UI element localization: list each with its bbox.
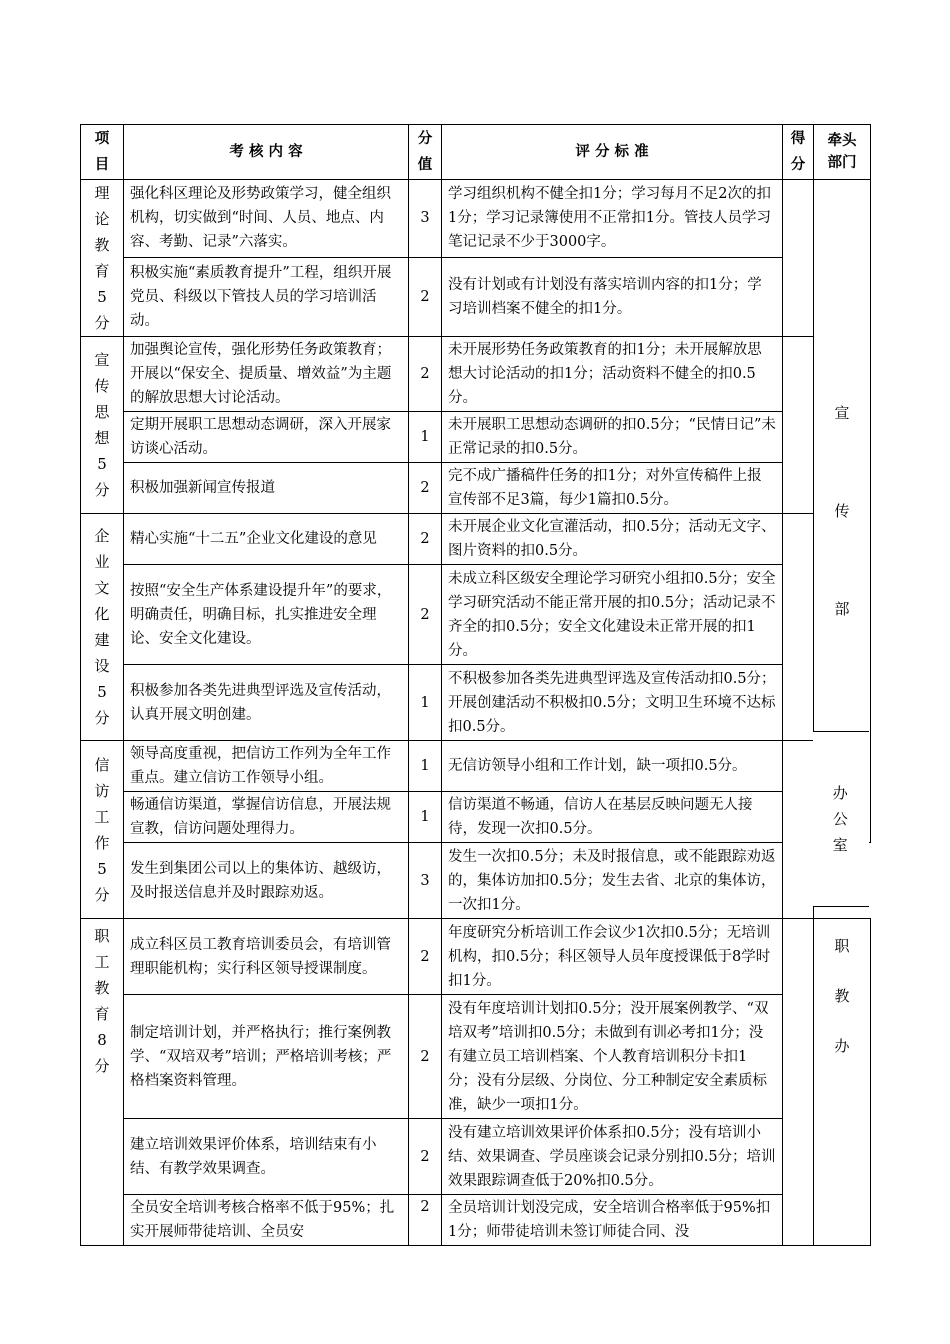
- content-cell: 强化科区理论及形势政策学习，健全组织机构，切实做到“时间、人员、地点、内容、考勤、记录”六落实。: [124, 180, 409, 258]
- criteria-cell: 未成立科区级安全理论学习研究小组扣0.5分；安全学习研究活动不能正常开展的扣0.5分；活动记录不齐全的扣0.5分；安全文化建设未正常开展的扣1分。: [442, 565, 783, 665]
- table-row: [81, 412, 871, 463]
- criteria-cell: 没有年度培训计划扣0.5分；没开展案例教学、“双培双考”培训扣0.5分；未做到有训必考扣1分；没有建立员工培训档案、个人教育培训积分卡扣1分；没有分层级、分岗位、分工种制定安全素质标准，缺少一项扣1分。: [442, 995, 783, 1119]
- assessment-table: [80, 124, 871, 1246]
- score-cell: 2: [409, 1119, 442, 1195]
- content-cell: 畅通信访渠道，掌握信访信息，开展法规宣教，信访问题处理得力。: [124, 792, 409, 843]
- score-cell: 2: [409, 565, 442, 665]
- score-cell: 1: [409, 412, 442, 463]
- criteria-cell: 没有建立培训效果评价体系扣0.5分；没有培训小结、效果调查、学员座谈会记录分别扣0.5分；培训效果跟踪调查低于20%扣0.5分。: [442, 1119, 783, 1195]
- criteria-cell: 没有计划或有计划没有落实培训内容的扣1分；学习培训档案不健全的扣1分。: [442, 257, 783, 336]
- content-cell: 精心实施“十二五”企业文化建设的意见: [124, 514, 409, 565]
- header-item: 项目: [81, 125, 124, 180]
- score-cell: 2: [409, 1195, 442, 1246]
- table-row: [81, 180, 871, 258]
- criteria-cell: 信访渠道不畅通，信访人在基层反映问题无人接待，发现一次扣0.5分。: [442, 792, 783, 843]
- criteria-cell: 学习组织机构不健全扣1分；学习每月不足2次的扣1分；学习记录簿使用不正常扣1分。管技人员学习笔记记录不少于3000字。: [442, 180, 783, 258]
- score-cell: 2: [409, 995, 442, 1119]
- category-cell: 职工教育8分: [81, 919, 124, 1246]
- criteria-cell: 发生一次扣0.5分；未及时报信息，或不能跟踪劝返的，集体访加扣0.5分；发生去省、北京的集体访，一次扣1分。: [442, 843, 783, 919]
- table-row: [81, 792, 871, 843]
- header-row: [81, 125, 871, 180]
- got-cell: [783, 919, 814, 1246]
- content-cell: 发生到集团公司以上的集体访、越级访，及时报送信息并及时跟踪劝返。: [124, 843, 409, 919]
- table-row: [81, 995, 871, 1119]
- content-cell: 积极参加各类先进典型评选及宣传活动，认真开展文明创建。: [124, 665, 409, 741]
- table-row: [81, 843, 871, 919]
- category-cell: 信访工作5分: [81, 741, 124, 919]
- content-cell: 定期开展职工思想动态调研，深入开展家访谈心活动。: [124, 412, 409, 463]
- content-cell: 制定培训计划，并严格执行；推行案例教学、“双培双考”培训；严格培训考核；严格档案资料管理。: [124, 995, 409, 1119]
- got-cell: [783, 180, 814, 337]
- dept-bangongshi-box: [813, 731, 869, 907]
- criteria-cell: 无信访领导小组和工作计划，缺一项扣0.5分。: [442, 741, 783, 792]
- criteria-cell: 全员培训计划没完成，安全培训合格率低于95%扣1分；师带徒培训未签订师徒合同、没: [442, 1195, 783, 1246]
- header-got: 得分: [783, 125, 814, 180]
- content-cell: 成立科区员工教育培训委员会，有培训管理职能机构；实行科区领导授课制度。: [124, 919, 409, 995]
- category-cell: 企业文化建设5分: [81, 514, 124, 741]
- criteria-cell: 未开展形势任务政策教育的扣1分；未开展解放思想大讨论活动的扣1分；活动资料不健全的扣0.5分。: [442, 337, 783, 412]
- score-cell: 1: [409, 792, 442, 843]
- got-cell: [783, 337, 814, 514]
- category-cell: 宣传思想5分: [81, 337, 124, 514]
- table-row: [81, 919, 871, 995]
- content-cell: 建立培训效果评价体系，培训结束有小结、有教学效果调查。: [124, 1119, 409, 1195]
- score-cell: 1: [409, 665, 442, 741]
- table-row: [81, 665, 871, 741]
- header-criteria: 评 分 标 准: [442, 125, 783, 180]
- header-dept: 牵头部门: [814, 125, 871, 180]
- score-cell: 3: [409, 843, 442, 919]
- table-row: [81, 741, 871, 792]
- content-cell: 按照“安全生产体系建设提升年”的要求，明确责任，明确目标，扎实推进安全理论、安全文化建设。: [124, 565, 409, 665]
- content-cell: 领导高度重视，把信访工作列为全年工作重点。建立信访工作领导小组。: [124, 741, 409, 792]
- table-row: [81, 1119, 871, 1195]
- table-row: [81, 1195, 871, 1246]
- table-row: [81, 257, 871, 336]
- score-cell: 2: [409, 463, 442, 514]
- score-cell: 3: [409, 180, 442, 258]
- table-row: [81, 514, 871, 565]
- criteria-cell: 不积极参加各类先进典型评选及宣传活动扣0.5分；开展创建活动不积极扣0.5分；文明卫生环境不达标扣0.5分。: [442, 665, 783, 741]
- criteria-cell: 年度研究分析培训工作会议少1次扣0.5分；无培训机构，扣0.5分；科区领导人员年度授课低于8学时扣1分。: [442, 919, 783, 995]
- header-content: 考 核 内 容: [124, 125, 409, 180]
- table-row: [81, 463, 871, 514]
- dept-zhijiaoban: 职教办: [834, 937, 850, 1055]
- header-score: 分值: [409, 125, 442, 180]
- got-cell: [783, 741, 814, 919]
- criteria-cell: 未开展企业文化宣灌活动，扣0.5分；活动无文字、图片资料的扣0.5分。: [442, 514, 783, 565]
- score-cell: 2: [409, 337, 442, 412]
- dept-xuanchuan: 宣传部: [834, 404, 850, 618]
- dept-bangongshi: 办公室: [832, 784, 848, 854]
- content-cell: 全员安全培训考核合格率不低于95%；扎实开展师带徒培训、全员安: [124, 1195, 409, 1246]
- score-cell: 2: [409, 257, 442, 336]
- table-row: [81, 565, 871, 665]
- content-cell: 积极实施“素质教育提升”工程，组织开展党员、科级以下管技人员的学习培训活动。: [124, 257, 409, 336]
- content-cell: 加强舆论宣传，强化形势任务政策教育；开展以“保安全、提质量、增效益”为主题的解放思想大讨论活动。: [124, 337, 409, 412]
- criteria-cell: 未开展职工思想动态调研的扣0.5分；“民情日记”未正常记录的扣0.5分。: [442, 412, 783, 463]
- category-cell: 理论教育5分: [81, 180, 124, 337]
- score-cell: 2: [409, 514, 442, 565]
- dept-cell: [814, 919, 871, 1246]
- got-cell: [783, 514, 814, 741]
- score-cell: 1: [409, 741, 442, 792]
- table-row: [81, 337, 871, 412]
- content-cell: 积极加强新闻宣传报道: [124, 463, 409, 514]
- criteria-cell: 完不成广播稿件任务的扣1分；对外宣传稿件上报宣传部不足3篇，每少1篇扣0.5分。: [442, 463, 783, 514]
- score-cell: 2: [409, 919, 442, 995]
